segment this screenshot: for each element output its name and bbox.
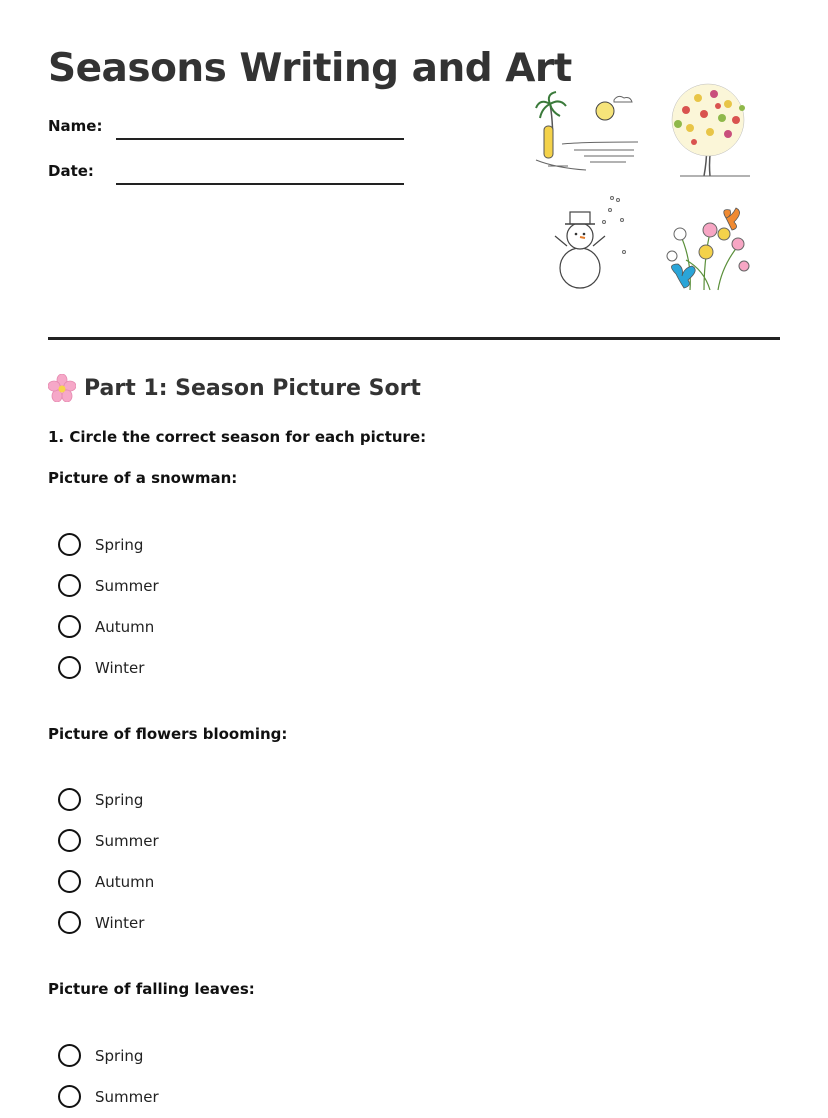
question-label-leaves: Picture of falling leaves: — [48, 980, 255, 998]
instruction-text: 1. Circle the correct season for each picture: — [48, 428, 427, 446]
radio-circle[interactable] — [58, 1085, 81, 1108]
radio-circle[interactable] — [58, 870, 81, 893]
cherry-blossom-icon — [48, 374, 76, 402]
radio-circle[interactable] — [58, 533, 81, 556]
beach-summer-icon — [534, 86, 642, 176]
radio-circle[interactable] — [58, 788, 81, 811]
option-label: Spring — [95, 1046, 144, 1065]
option-label: Spring — [95, 535, 144, 554]
option-flowers-spring[interactable] — [58, 788, 143, 811]
autumn-tree-icon — [658, 80, 762, 180]
option-snowman-winter[interactable] — [58, 656, 144, 679]
option-flowers-summer[interactable] — [58, 829, 159, 852]
snowman-icon — [548, 192, 638, 292]
option-leaves-spring[interactable] — [58, 1044, 143, 1067]
option-snowman-autumn[interactable] — [58, 615, 154, 638]
spring-flowers-icon — [660, 204, 764, 294]
option-label: Spring — [95, 790, 144, 809]
option-label: Autumn — [95, 872, 155, 891]
radio-circle[interactable] — [58, 656, 81, 679]
radio-circle[interactable] — [58, 574, 81, 597]
radio-circle[interactable] — [58, 911, 81, 934]
option-label: Summer — [95, 1087, 159, 1106]
option-flowers-autumn[interactable] — [58, 870, 154, 893]
date-field[interactable] — [116, 183, 404, 185]
option-label: Winter — [95, 658, 145, 677]
option-label: Autumn — [95, 617, 155, 636]
name-label: Name: — [48, 117, 103, 135]
section-divider — [48, 337, 780, 340]
season-illustrations — [530, 76, 770, 296]
option-label: Winter — [95, 913, 145, 932]
section-title-part1 — [48, 374, 421, 402]
option-snowman-spring[interactable] — [58, 533, 143, 556]
name-field[interactable] — [116, 138, 404, 140]
option-flowers-winter[interactable] — [58, 911, 144, 934]
option-label: Summer — [95, 831, 159, 850]
option-label: Summer — [95, 576, 159, 595]
option-leaves-summer[interactable] — [58, 1085, 159, 1108]
date-label: Date: — [48, 162, 94, 180]
page-title: Seasons Writing and Art — [48, 46, 572, 91]
radio-circle[interactable] — [58, 1044, 81, 1067]
radio-circle[interactable] — [58, 829, 81, 852]
question-label-flowers: Picture of flowers blooming: — [48, 725, 288, 743]
radio-circle[interactable] — [58, 615, 81, 638]
question-label-snowman: Picture of a snowman: — [48, 469, 238, 487]
section-title-text: Part 1: Season Picture Sort — [84, 375, 421, 401]
option-snowman-summer[interactable] — [58, 574, 159, 597]
